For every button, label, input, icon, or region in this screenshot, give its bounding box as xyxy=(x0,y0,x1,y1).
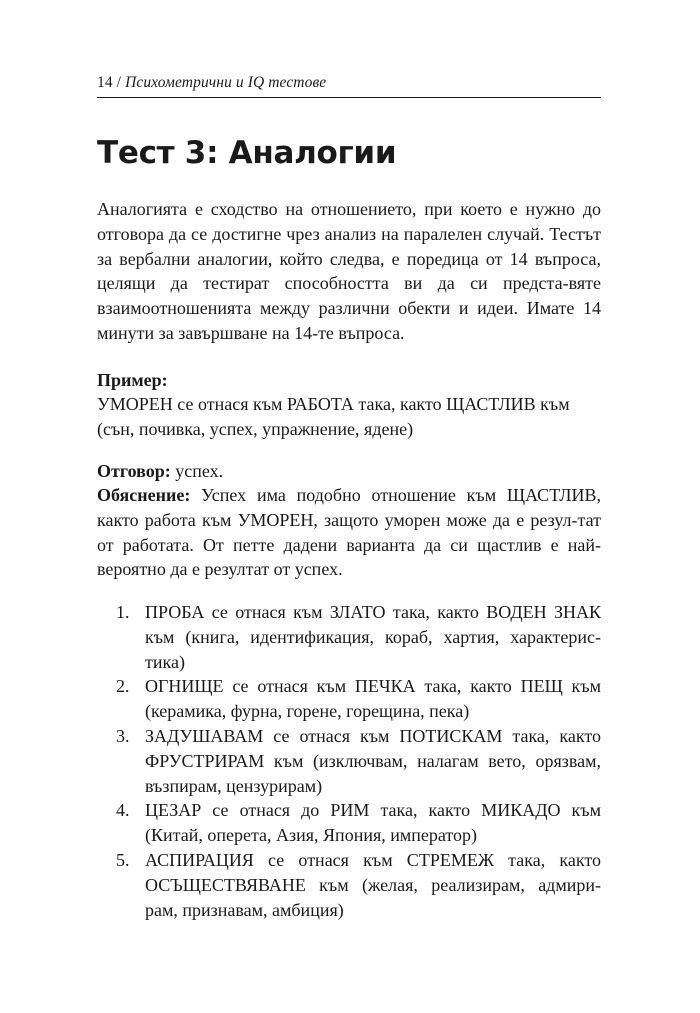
question-number: 4. xyxy=(116,800,130,821)
question-list xyxy=(97,600,601,922)
book-title: Психометрични и IQ тестове xyxy=(125,74,327,91)
question-line: тика) xyxy=(145,651,185,672)
explanation-label: Обяснение: xyxy=(97,485,191,505)
question-number: 2. xyxy=(116,676,130,697)
example-line-1: УМОРЕН се отнася към РАБОТА така, както ЩАСТЛИВ към xyxy=(97,394,570,414)
question-line: (Китай, оперета, Азия, Япония, император) xyxy=(145,825,478,846)
question-number: 5. xyxy=(116,849,130,870)
question-item xyxy=(97,674,601,724)
question-line: ЦЕЗАР се отнася до РИМ така, както МИКАДО към xyxy=(145,800,601,821)
running-header xyxy=(97,74,326,92)
answer-line xyxy=(97,459,601,484)
question-line: (керамика, фурна, горене, горещина, пека) xyxy=(145,701,470,722)
question-item xyxy=(97,724,601,798)
explanation-text: Успех има подобно отношение към ЩАСТЛИВ, както работа към УМОРЕН, защото уморен може да е резул-тат от работата. От петте дадени варианта да си щастлив е най-вероятно да е резултат от успех. xyxy=(97,485,601,580)
example-label: Пример: xyxy=(97,370,168,390)
intro-text: Аналогията е сходство на отношението, при което е нужно до отговора да се достигне чрез анализ на паралелен случай. Тестът за вербални аналогии, който следва, е поредица от 14 въпроса, целящи да тестират способността ви да си предста-вяте взаимоотношенията между различни обекти и идеи. Имате 14 минути за завършване на 14-те въпроса. xyxy=(97,199,601,343)
question-line: към (книга, идентификация, кораб, хартия, характерис- xyxy=(145,626,601,647)
explanation-paragraph xyxy=(97,483,601,582)
question-line: рам, признавам, амбиция) xyxy=(145,899,344,920)
question-line: ПРОБА се отнася към ЗЛАТО така, както ВОДЕН ЗНАК xyxy=(145,602,601,622)
answer-label: Отговор: xyxy=(97,461,171,481)
question-line: АСПИРАЦИЯ се отнася към СТРЕМЕЖ така, както xyxy=(145,849,601,870)
answer-value: успех. xyxy=(170,461,224,481)
section-title: Тест 3: Аналогии xyxy=(97,135,397,171)
question-line: ОГНИЩЕ се отнася към ПЕЧКА така, както ПЕЩ към xyxy=(145,676,601,697)
header-rule xyxy=(97,97,601,98)
question-line: ОСЪЩЕСТВЯВАНЕ към (желая, реализирам, адмири- xyxy=(145,874,601,895)
intro-paragraph xyxy=(97,197,601,346)
question-line: възпирам, цензурирам) xyxy=(145,775,323,796)
question-item xyxy=(97,848,601,922)
question-number: 1. xyxy=(116,602,130,622)
header-separator: / xyxy=(112,74,126,91)
question-item xyxy=(97,600,601,674)
example-body xyxy=(97,392,601,442)
question-item xyxy=(97,798,601,848)
question-line: ЗАДУШАВАМ се отнася към ПОТИСКАМ така, както xyxy=(145,725,601,746)
example-line-2: (сън, почивка, успех, упражнение, ядене) xyxy=(97,418,414,439)
question-number: 3. xyxy=(116,725,130,746)
page-number: 14 xyxy=(97,74,113,91)
question-line: ФРУСТРИРАМ към (изключвам, налагам вето, орязвам, xyxy=(145,750,601,771)
